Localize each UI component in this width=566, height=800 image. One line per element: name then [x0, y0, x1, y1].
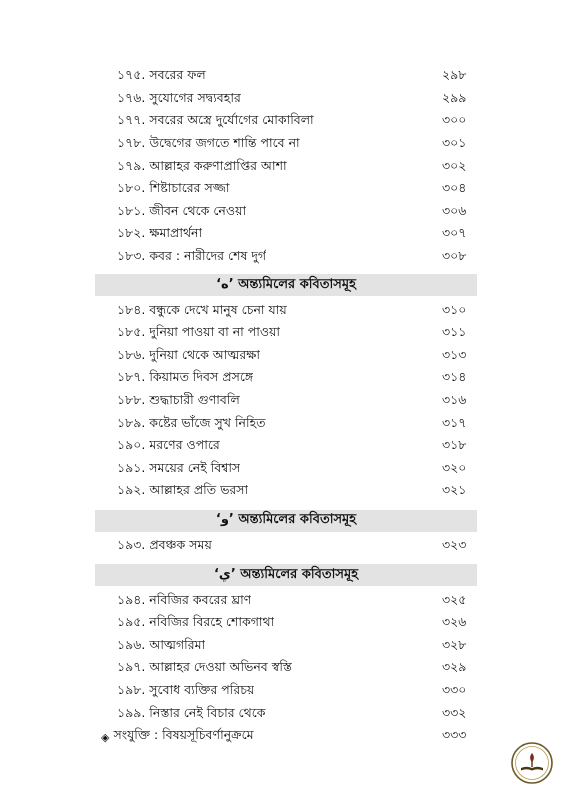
entry-page: ৩২৩ — [442, 536, 467, 552]
entry-page: ৩০৮ — [442, 248, 467, 264]
toc-entry — [95, 156, 477, 179]
entry-number: ১৯০. — [117, 437, 146, 453]
entry-number: ১৭৯. — [117, 157, 146, 173]
entry-number: ১৮০. — [117, 180, 146, 196]
entry-page: ২৯৮ — [442, 67, 467, 83]
toc-entry — [95, 179, 477, 202]
entry-title: প্রবঞ্চক সময় — [149, 536, 212, 552]
toc-entry — [95, 413, 477, 436]
entry-page: ৩০১ — [442, 135, 467, 151]
entry-page: ৩৩০ — [442, 681, 467, 697]
entry-page: ২৯৯ — [442, 89, 467, 105]
toc-entry — [95, 202, 477, 225]
toc-group-4 — [95, 590, 477, 748]
entry-title: শুদ্ধাচারী গুণাবলি — [149, 392, 240, 408]
entry-number: ১৮৫. — [117, 324, 146, 340]
entry-page: ৩০৬ — [442, 202, 467, 218]
entry-title: নবিজির বিরহে শোকগাথা — [149, 614, 275, 630]
section-heading: ‘و’ অন্ত্যমিলের কবিতাসমূহ — [95, 510, 477, 532]
toc-entry — [95, 391, 477, 414]
toc-entry — [95, 681, 477, 704]
entry-page: ৩১৬ — [442, 392, 467, 408]
toc-entry — [95, 247, 477, 270]
entry-number: ১৮৪. — [117, 301, 146, 317]
table-of-contents — [95, 66, 477, 748]
toc-entry — [95, 134, 477, 157]
entry-page: ৩৩৩ — [442, 727, 467, 743]
toc-entry — [95, 224, 477, 247]
toc-group-3 — [95, 536, 477, 559]
toc-appendix-entry — [95, 726, 477, 749]
toc-entry — [95, 368, 477, 391]
toc-entry — [95, 323, 477, 346]
entry-page: ৩১৩ — [442, 346, 467, 362]
entry-title: বন্ধুকে দেখে মানুষ চেনা যায় — [149, 301, 287, 317]
entry-page: ৩৩২ — [442, 704, 467, 720]
entry-page: ৩১৮ — [442, 437, 467, 453]
entry-page: ৩১৭ — [442, 414, 467, 430]
entry-title: আত্মগরিমা — [149, 636, 206, 652]
entry-title: সবরের ফল — [149, 67, 206, 83]
entry-title: মরণের ওপারে — [149, 437, 220, 453]
entry-page: ৩২৯ — [442, 659, 467, 675]
toc-entry — [95, 658, 477, 681]
toc-entry — [95, 66, 477, 89]
toc-entry — [95, 459, 477, 482]
entry-number: ১৭৭. — [117, 112, 146, 128]
entry-title: সুযোগের সদ্ব্যবহার — [149, 89, 241, 105]
entry-number: ১৮২. — [117, 225, 146, 241]
entry-page: ৩১০ — [442, 301, 467, 317]
entry-title: দুনিয়া থেকে আত্মরক্ষা — [149, 346, 261, 362]
entry-title: সংযুক্তি : বিষয়সূচিবর্ণানুক্রমে — [113, 727, 254, 743]
entry-title: ক্ষমাপ্রার্থনা — [149, 225, 203, 241]
entry-title: আল্লাহর প্রতি ভরসা — [149, 482, 249, 498]
toc-entry — [95, 346, 477, 369]
toc-entry — [95, 300, 477, 323]
entry-title: সময়ের নেই বিশ্বাস — [149, 459, 241, 475]
toc-entry — [95, 481, 477, 504]
entry-number: ১৮৯. — [117, 414, 146, 430]
entry-title: সবরের অস্ত্রে দুর্যোগের মোকাবিলা — [149, 112, 314, 128]
entry-title: আল্লাহর করুণাপ্রাপ্তির আশা — [149, 157, 287, 173]
entry-number: ১৮৩. — [117, 248, 146, 264]
entry-title: সুবোধ ব্যক্তির পরিচয় — [149, 681, 255, 697]
toc-entry — [95, 590, 477, 613]
toc-entry — [95, 536, 477, 559]
entry-page: ৩২৫ — [442, 591, 467, 607]
entry-page: ৩২১ — [442, 482, 467, 498]
entry-number: ১৯৮. — [117, 681, 146, 697]
entry-number: ১৯৯. — [117, 704, 146, 720]
entry-number: ১৭৮. — [117, 135, 146, 151]
entry-title: শিষ্টাচারের সজ্জা — [149, 180, 230, 196]
entry-title: উদ্বেগের জগতে শান্তি পাবে না — [149, 135, 300, 151]
entry-number: ১৯৩. — [117, 536, 146, 552]
section-heading: ‘ه’ অন্ত্যমিলের কবিতাসমূহ — [95, 274, 477, 296]
entry-number: ১৯৫. — [117, 614, 146, 630]
entry-title: কিয়ামত দিবস প্রসঙ্গে — [149, 369, 254, 385]
entry-number: ১৯১. — [117, 459, 146, 475]
entry-page: ৩০৭ — [442, 225, 467, 241]
entry-number: ১৯৪. — [117, 591, 146, 607]
entry-page: ৩২৮ — [442, 636, 467, 652]
entry-number: ১৮৮. — [117, 392, 146, 408]
toc-entry — [95, 89, 477, 112]
open-book-logo-icon — [510, 741, 554, 785]
toc-group-2 — [95, 300, 477, 503]
entry-number: ১৯২. — [117, 482, 146, 498]
entry-number: ১৯৬. — [117, 636, 146, 652]
entry-title: দুনিয়া পাওয়া বা না পাওয়া — [149, 324, 281, 340]
entry-page: ৩২৬ — [442, 614, 467, 630]
entry-page: ৩১১ — [442, 324, 467, 340]
toc-entry — [95, 703, 477, 726]
toc-group-1 — [95, 66, 477, 269]
entry-title: নিস্তার নেই বিচার থেকে — [149, 704, 266, 720]
entry-title: কবর : নারীদের শেষ দুর্গ — [149, 248, 267, 264]
entry-title: জীবন থেকে নেওয়া — [149, 202, 247, 218]
entry-page: ৩০০ — [442, 112, 467, 128]
entry-number: ১৯৭. — [117, 659, 146, 675]
toc-entry — [95, 111, 477, 134]
toc-entry — [95, 436, 477, 459]
entry-page: ৩০২ — [442, 157, 467, 173]
section-heading: ‘ي’ অন্ত্যমিলের কবিতাসমূহ — [95, 564, 477, 586]
entry-title: আল্লাহর দেওয়া অভিনব স্বস্তি — [149, 659, 292, 675]
entry-number: ১৭৬. — [117, 89, 146, 105]
entry-number: ১৭৫. — [117, 67, 146, 83]
toc-entry — [95, 635, 477, 658]
entry-page: ৩০৪ — [442, 180, 467, 196]
entry-page: ৩২০ — [442, 459, 467, 475]
entry-number: ১৮৭. — [117, 369, 146, 385]
diamond-bullet-icon: ◈ — [101, 730, 110, 744]
entry-number: ১৮১. — [117, 202, 146, 218]
entry-number: ১৮৬. — [117, 346, 146, 362]
entry-title: নবিজির কবরের ঘ্রাণ — [149, 591, 252, 607]
entry-page: ৩১৪ — [442, 369, 467, 385]
entry-title: কষ্টের ভাঁজে সুখ নিহিত — [149, 414, 266, 430]
toc-entry — [95, 613, 477, 636]
